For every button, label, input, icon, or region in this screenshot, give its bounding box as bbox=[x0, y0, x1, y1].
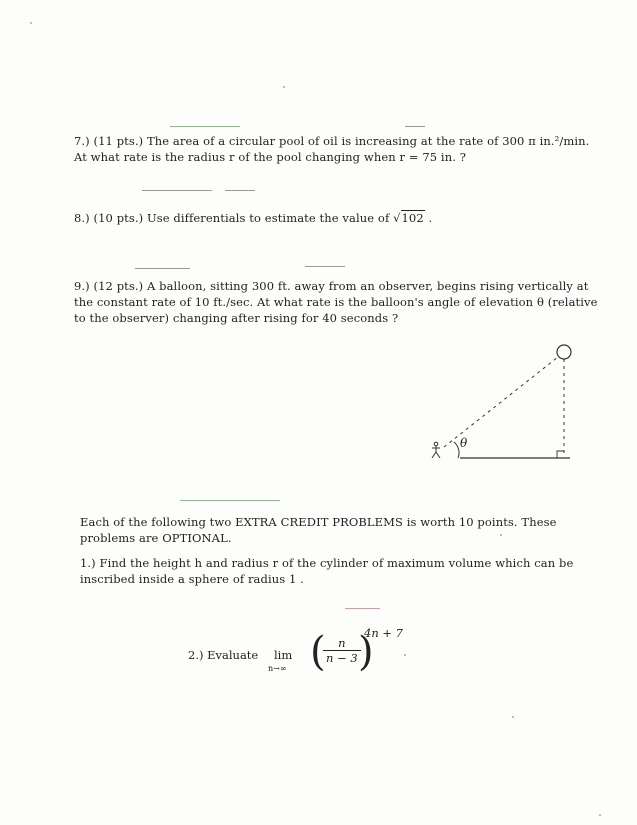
theta-label: θ bbox=[460, 436, 468, 450]
scan-speck bbox=[500, 534, 502, 536]
right-angle-mark bbox=[557, 451, 564, 458]
problem-7-line-2: At what rate is the radius r of the pool changing when r = 75 in. ? bbox=[74, 150, 466, 164]
problem-7-line-1: 7.) (11 pts.) The area of a circular pool of oil is increasing at the rate of 300 π in.²/min. bbox=[74, 134, 590, 148]
scan-line bbox=[305, 266, 345, 267]
left-paren: ( bbox=[310, 629, 326, 675]
scan-line bbox=[142, 190, 212, 191]
problem-9-line-3: to the observer) changing after rising for 40 seconds ? bbox=[74, 311, 399, 325]
scan-line bbox=[345, 608, 380, 609]
extra-credit-line-1: Each of the following two EXTRA CREDIT PROBLEMS is worth 10 points. These bbox=[80, 515, 557, 529]
balloon-circle bbox=[557, 345, 571, 359]
right-paren: ) bbox=[358, 629, 374, 675]
scan-line bbox=[170, 126, 240, 127]
scan-line bbox=[225, 190, 255, 191]
square-root: √102 bbox=[393, 211, 424, 225]
scan-speck bbox=[30, 22, 32, 24]
ec-2-label: 2.) Evaluate bbox=[188, 648, 259, 662]
scan-line bbox=[405, 126, 425, 127]
problem-9-line-1: 9.) (12 pts.) A balloon, sitting 300 ft. away from an observer, begins rising vertically at bbox=[74, 279, 589, 293]
scan-line bbox=[135, 268, 190, 269]
balloon-diagram bbox=[420, 335, 590, 465]
fraction bbox=[323, 636, 361, 665]
problem-8 bbox=[74, 211, 432, 226]
problem-8-text: 8.) (10 pts.) Use differentials to estimate the value of bbox=[74, 211, 390, 225]
line-of-sight-dashed bbox=[444, 357, 558, 447]
scan-speck bbox=[599, 814, 601, 816]
ec-1-line-1: 1.) Find the height h and radius r of the cylinder of maximum volume which can be bbox=[80, 556, 574, 570]
radicand: 102 bbox=[401, 211, 424, 225]
limit-subscript: n→∞ bbox=[268, 664, 287, 673]
observer-figure bbox=[432, 442, 440, 458]
problem-9-line-2: the constant rate of 10 ft./sec. At what rate is the balloon's angle of elevation θ (relative bbox=[74, 295, 598, 309]
angle-arc bbox=[454, 442, 459, 458]
exponent: 4n + 7 bbox=[364, 626, 403, 640]
scan-speck bbox=[283, 86, 285, 88]
scan-line bbox=[180, 500, 280, 501]
problem-8-tail: . bbox=[428, 211, 433, 225]
extra-credit-line-2: problems are OPTIONAL. bbox=[80, 531, 232, 545]
fraction-denominator: n − 3 bbox=[326, 651, 358, 665]
ec-2 bbox=[188, 628, 448, 688]
fraction-numerator: n bbox=[323, 636, 361, 651]
ec-1-line-2: inscribed inside a sphere of radius 1 . bbox=[80, 572, 304, 586]
scan-speck bbox=[512, 716, 514, 718]
limit-symbol: lim bbox=[274, 648, 293, 662]
